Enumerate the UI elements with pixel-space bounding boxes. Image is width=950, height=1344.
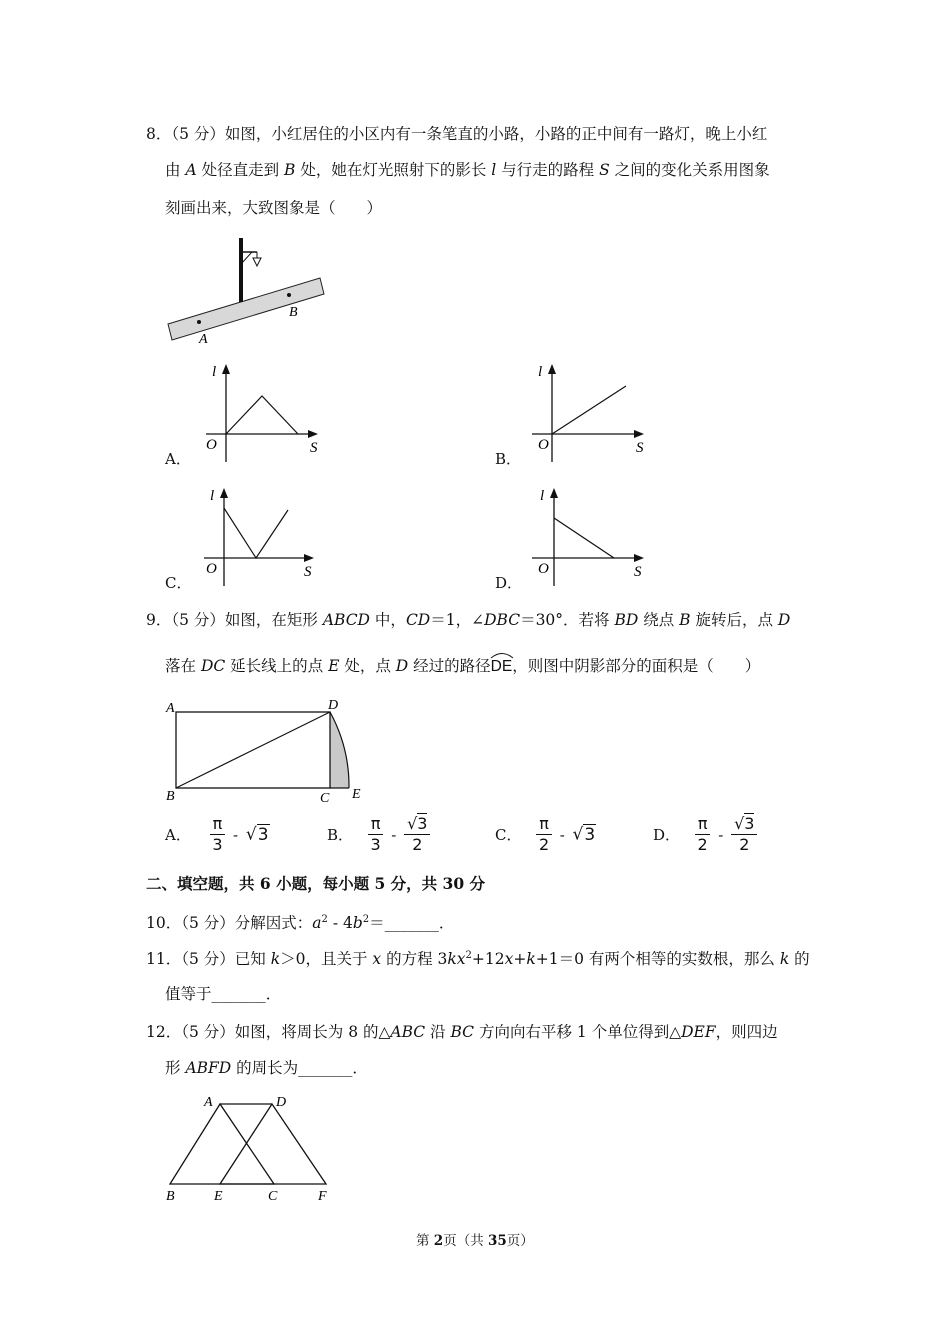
svg-text:O: O xyxy=(206,437,217,453)
svg-text:S: S xyxy=(634,564,642,580)
svg-text:D: D xyxy=(328,698,339,713)
svg-text:O: O xyxy=(206,561,217,577)
q8-option-A-label: A． xyxy=(165,450,191,468)
q10-line: 10．（5 分）分解因式：$a^2$ - $4b^2=\_\_\_\_\_\_\_$． xyxy=(146,914,455,933)
svg-text:F: F xyxy=(318,1189,327,1204)
q9-rectangle-figure xyxy=(162,696,372,806)
svg-text:S: S xyxy=(636,440,644,456)
q8-option-B-label: B． xyxy=(495,450,522,468)
q8-line1: 8．（5 分）如图，小红居住的小区内有一条笔直的小路，小路的正中间有一路灯，晚上小红 xyxy=(146,125,768,143)
svg-text:S: S xyxy=(310,440,318,456)
svg-text:l: l xyxy=(212,364,217,380)
point-A-dot xyxy=(197,320,201,324)
q8-graph-C xyxy=(196,486,326,588)
svg-text:S: S xyxy=(304,564,312,580)
q11-line1: 11．（5 分）已知 k＞0，且关于 x 的方程 $3kx^2+12x+k+1=0$ 有两个相等的实数根，那么 k 的 xyxy=(146,950,810,969)
svg-text:l: l xyxy=(540,488,545,504)
q8-graph-A xyxy=(196,362,326,464)
point-B-dot xyxy=(287,293,291,297)
q8-graph-B xyxy=(522,362,652,464)
shaded-region xyxy=(330,712,349,788)
label-A: A xyxy=(199,332,208,347)
svg-text:l: l xyxy=(538,364,543,380)
page-footer: 第 2页（共 35页） xyxy=(416,1233,534,1249)
svg-text:C: C xyxy=(320,791,330,806)
svg-text:C: C xyxy=(268,1189,278,1204)
q9-line2: 落在 DC 延长线上的点 E 处，点 D 经过的路径 DE，则图中阴影部分的面积是（ ） xyxy=(165,656,760,677)
q8-road-lamp-figure xyxy=(164,236,329,348)
q8-line3: 刻画出来，大致图象是（ ） xyxy=(165,199,383,217)
q8-option-D-label: D． xyxy=(495,574,523,592)
q9-option-D: D． $\frac{\pi}{2}$ - $\frac{√3}{2}$ xyxy=(653,814,757,864)
svg-text:E: E xyxy=(352,787,361,802)
q8-graph-D xyxy=(522,486,652,588)
q11-line2: 值等于_______． xyxy=(165,985,282,1003)
q9-line1: 9．（5 分）如图，在矩形 ABCD 中，CD＝1，∠DBC＝30°．若将 BD 绕点 B 旋转后，点 D xyxy=(146,611,791,629)
q12-line2: 形 ABFD 的周长为_______． xyxy=(165,1059,368,1077)
arc-DE-label: DE xyxy=(490,658,513,675)
label-B: B xyxy=(289,305,298,320)
q12-translation-figure xyxy=(160,1090,340,1204)
q9-option-A: A． $\frac{\pi}{3}$ - √3 xyxy=(165,814,269,854)
svg-text:E: E xyxy=(214,1189,223,1204)
svg-text:O: O xyxy=(538,437,549,453)
svg-text:A: A xyxy=(166,701,175,716)
section-title: 二、填空题，共 6 小题，每小题 5 分，共 30 分 xyxy=(146,874,486,893)
q9-option-B: B． $\frac{\pi}{3}$ - $\frac{√3}{2}$ xyxy=(327,814,430,864)
svg-text:O: O xyxy=(538,561,549,577)
svg-text:B: B xyxy=(166,789,175,804)
q8-line2: 由 A 处径直走到 B 处，她在灯光照射下的影长 l 与行走的路程 S 之间的变化关系用图象 xyxy=(165,161,770,179)
q12-line1: 12．（5 分）如图，将周长为 8 的△ABC 沿 BC 方向向右平移 1 个单位得到△DEF，则四边 xyxy=(146,1023,778,1041)
svg-text:B: B xyxy=(166,1189,175,1204)
q8-option-C-label: C． xyxy=(165,574,192,592)
svg-text:D: D xyxy=(276,1095,287,1110)
svg-text:A: A xyxy=(204,1095,213,1110)
q9-option-C: C． $\frac{\pi}{2}$ - √3 xyxy=(495,814,596,854)
svg-text:l: l xyxy=(210,488,215,504)
